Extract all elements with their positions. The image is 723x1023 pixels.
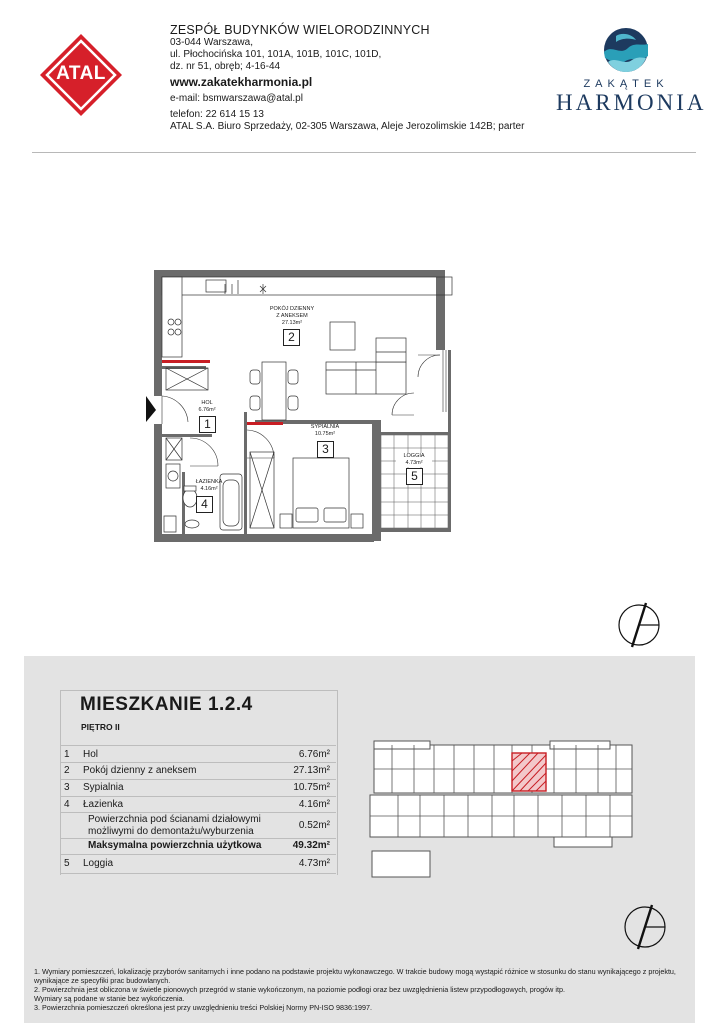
row-value: 6.76m² [298, 749, 330, 760]
room-1-number: 1 [199, 416, 216, 433]
row-divider [60, 854, 336, 855]
row-number: 3 [64, 782, 70, 793]
max-area-label: Maksymalna powierzchnia użytkowa [88, 840, 262, 851]
office-line: ATAL S.A. Biuro Sprzedaży, 02-305 Warszawa, Aleje Jerozolimskie 142B; parter [170, 121, 525, 132]
website-link[interactable]: www.zakatekharmonia.pl [170, 75, 313, 89]
apartment-title: MIESZKANIE 1.2.4 [80, 694, 253, 715]
room-3-name: SYPIALNIA [310, 424, 340, 430]
row-divider [60, 838, 336, 839]
address-line-1: 03-044 Warszawa, [170, 37, 253, 48]
compass-icon [616, 602, 662, 648]
row-label: Hol [83, 749, 99, 760]
room-2-name-line2: Z ANEKSEM [276, 313, 308, 319]
atal-logo-text: ATAL [56, 63, 106, 84]
room-2-number: 2 [283, 329, 300, 346]
room-5-number: 5 [406, 468, 423, 485]
harmonia-logo [556, 22, 707, 122]
row-value: 4.16m² [298, 799, 330, 810]
sofa [326, 322, 406, 394]
room-4-number: 4 [196, 496, 213, 513]
room-2-area: 27.13m² [281, 320, 303, 326]
hall-wardrobe [166, 368, 208, 460]
row-divider [60, 812, 336, 813]
footnote-2-cont: Wymiary są podane w stanie bez wykończenia. [34, 994, 185, 1003]
floor-label: PIĘTRO II [81, 722, 120, 732]
highlighted-apartment [512, 753, 546, 791]
room-5-name: LOGGIA [396, 453, 432, 460]
address-line-2: ul. Płochocińska 101, 101A, 101B, 101C, 101D, [170, 49, 382, 60]
footnote-1-cont: wynikające ze specyfiki prac budowlanych. [34, 976, 171, 985]
atal-logo [38, 32, 124, 118]
brand-name-main: HARMONIA [556, 90, 707, 115]
row-divider [60, 779, 336, 780]
footnote-3: 3. Powierzchnia pomieszczeń określona jest przy uwzględnieniu treści Polskiej Normy PN-ISO 9836:1997. [34, 1003, 372, 1012]
max-area-value: 49.32m² [292, 840, 330, 851]
bedroom-wardrobe [250, 452, 274, 528]
row-label: Sypialnia [83, 782, 124, 793]
row-number: 5 [64, 858, 70, 869]
header-divider [32, 152, 696, 153]
footnote-2: 2. Powierzchnia jest obliczona w świetle pionowych przegród w stanie wykończonym, na poziomie podłogi oraz bez uwzględnienia listew przypodłogowych, progów itp. [34, 985, 565, 994]
row-number: 2 [64, 765, 70, 776]
partition-note-line1: Powierzchnia pod ścianami działowymi [88, 814, 261, 825]
row-value: 10.75m² [293, 782, 330, 793]
row-divider [60, 762, 336, 763]
phone-line: telefon: 22 614 15 13 [170, 109, 264, 120]
row-label: Łazienka [83, 799, 124, 810]
brand-name-top: ZAKĄTEK [583, 78, 669, 90]
room-4-area: 4.16m² [200, 486, 218, 492]
row-divider [60, 873, 336, 874]
row-number: 4 [64, 799, 70, 810]
project-title: ZESPÓŁ BUDYNKÓW WIELORODZINNYCH [170, 23, 430, 37]
row-label: Loggia [83, 858, 114, 869]
partition-value: 0.52m² [298, 820, 330, 831]
row-divider [60, 796, 336, 797]
room-3-number: 3 [317, 441, 334, 458]
row-divider [60, 745, 336, 746]
address-line-3: dz. nr 51, obręb; 4-16-44 [170, 61, 281, 72]
wave-emblem-icon [602, 26, 650, 74]
room-3-area: 10.75m² [314, 431, 336, 437]
building-key-plan [362, 733, 642, 885]
compass-icon [622, 904, 668, 950]
bed [280, 458, 363, 528]
row-number: 1 [64, 749, 70, 760]
partition-note-line2: możliwymi do demontażu/wyburzenia [88, 826, 254, 837]
row-label: Pokój dzienny z aneksem [83, 765, 197, 776]
room-1-area: 6.76m² [198, 407, 216, 413]
room-1-name: HOL [201, 400, 213, 406]
window [443, 350, 446, 412]
footnote-1: 1. Wymiary pomieszczeń, lokalizację przyborów sanitarnych i inne podano na podstawie projektu wykonawczego. W trakcie budowy mogą wystąpić różnice w stosunku do stanu wynikającego z projektu, [34, 967, 676, 976]
room-2-name: POKÓJ DZIENNY [269, 306, 315, 312]
email-line: e-mail: bsmwarszawa@atal.pl [170, 93, 303, 104]
entrance-arrow-icon [146, 396, 156, 422]
room-4-name: ŁAZIENKA [195, 479, 223, 485]
room-5-area: 4.73m² [396, 460, 432, 467]
row-value: 4.73m² [298, 858, 330, 869]
row-value: 27.13m² [293, 765, 330, 776]
dining-set [250, 362, 298, 420]
